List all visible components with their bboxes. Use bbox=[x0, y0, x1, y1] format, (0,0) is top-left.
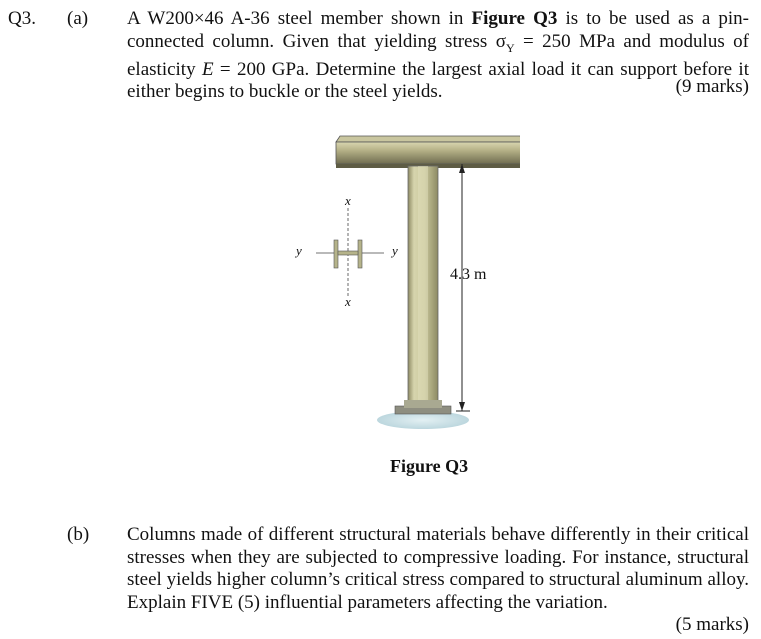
part-a-text-4: = 200 GPa. Determine the largest axial load it can support before it either begins to buckle or the steel yields. bbox=[127, 58, 749, 103]
w-section-cross-section bbox=[316, 208, 384, 298]
axis-y-left-label: y bbox=[296, 243, 302, 258]
question-number: Q3. bbox=[8, 8, 36, 29]
part-a-text-3: = 250 MPa and modulus of elasticity bbox=[127, 30, 749, 80]
part-a-text-2: is to be used as a pin-connected column. Given that yielding stress σ bbox=[127, 8, 749, 52]
part-b-text: Columns made of different structural materials behave differently in their critical stresses when they are subjected to compressive loading. For instance, structural steel yields higher column’s critical stress compared to structural aluminum alloy. Explain FIVE (5) influential parameters affecting the variation. bbox=[127, 524, 749, 613]
axis-y-right-label: y bbox=[392, 243, 398, 258]
part-b-marks: (5 marks) bbox=[675, 614, 749, 635]
axis-x-top-label: x bbox=[345, 193, 351, 208]
sigma-subscript-y: Y bbox=[505, 40, 515, 55]
steel-column bbox=[408, 166, 438, 410]
top-beam bbox=[336, 136, 520, 168]
part-a-marks: (9 marks) bbox=[675, 76, 749, 97]
column-height-label: 4.3 m bbox=[450, 266, 487, 283]
part-a-text-1: A W200×46 A-36 steel member shown in bbox=[127, 8, 472, 29]
column-base bbox=[377, 400, 469, 429]
figure-caption: Figure Q3 bbox=[390, 456, 469, 476]
part-a-text bbox=[127, 8, 749, 104]
height-dimension-line bbox=[456, 164, 470, 411]
symbol-e: E bbox=[201, 58, 214, 80]
part-b-label: (b) bbox=[67, 524, 90, 545]
axis-x-bottom-label: x bbox=[345, 294, 351, 309]
figure-reference: Figure Q3 bbox=[471, 8, 558, 29]
part-a-label: (a) bbox=[67, 8, 89, 29]
